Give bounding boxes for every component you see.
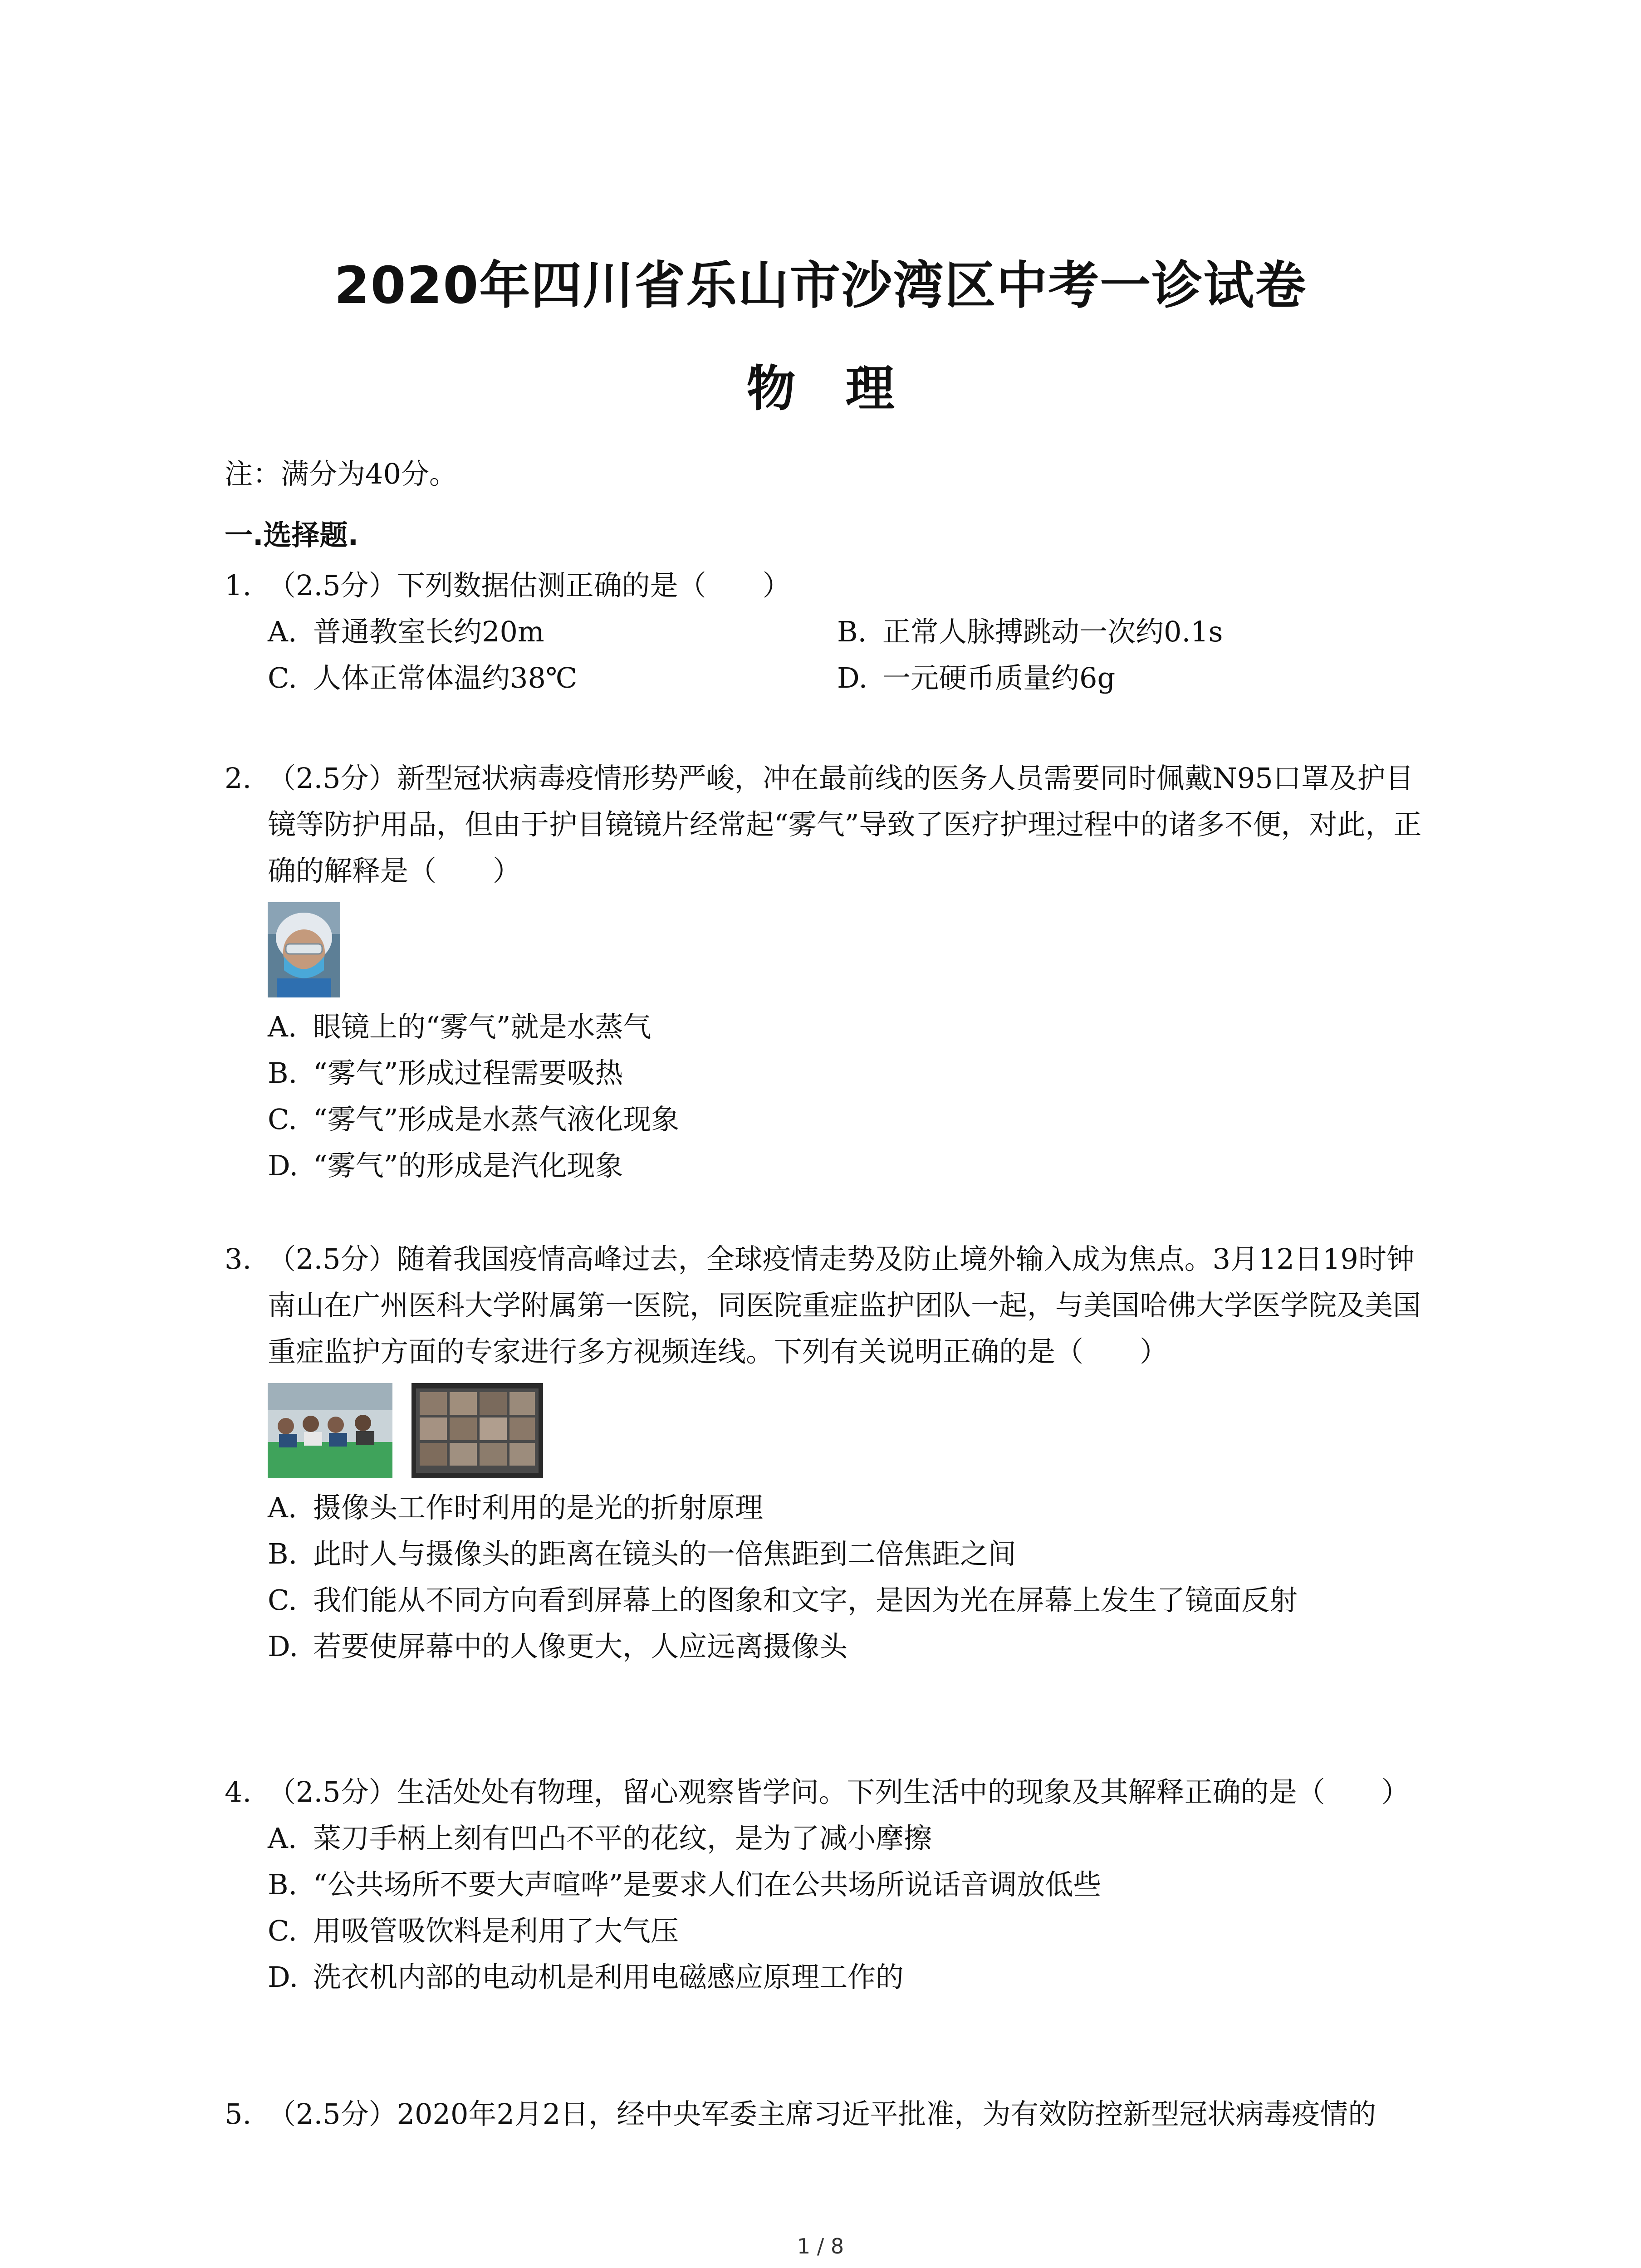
section-heading: 一.选择题. xyxy=(225,518,359,552)
page-number: 1 / 8 xyxy=(797,2234,844,2258)
question-2-figure xyxy=(268,902,1440,997)
question-number: 4. xyxy=(225,1775,252,1809)
question-number: 3. xyxy=(225,1242,252,1276)
option-a: A. 菜刀手柄上刻有凹凸不平的花纹，是为了减小摩擦 xyxy=(268,1822,932,1855)
option-c: C. “雾气”形成是水蒸气液化现象 xyxy=(268,1103,680,1136)
exam-title: 2020年四川省乐山市沙湾区中考一诊试卷 xyxy=(334,256,1307,315)
question-number: 1. xyxy=(225,569,252,602)
question-stem: （2.5分）下列数据估测正确的是（ ） xyxy=(268,569,791,602)
question-stem: （2.5分）随着我国疫情高峰过去，全球疫情走势及防止境外输入成为焦点。3月12日19时钟南山在广州医科大学附属第一医院，同医院重症监护团队一起，与美国哈佛大学医学院及美国重症监护方面的专家进行多方视频连线。下列有关说明正确的是（ ） xyxy=(268,1242,1421,1368)
option-d: D. 一元硬币质量约6g xyxy=(837,661,1116,694)
option-c: C. 人体正常体温约38℃ xyxy=(268,661,578,694)
option-d: D. 洗衣机内部的电动机是利用电磁感应原理工作的 xyxy=(268,1960,904,1994)
question-stem: （2.5分）生活处处有物理，留心观察皆学问。下列生活中的现象及其解释正确的是（ ） xyxy=(268,1775,1410,1809)
option-d: D. 若要使屏幕中的人像更大，人应远离摄像头 xyxy=(268,1630,848,1663)
options xyxy=(268,1815,1440,2000)
medical-worker-photo xyxy=(268,902,340,997)
option-b: B. “雾气”形成过程需要吸热 xyxy=(268,1056,623,1090)
options xyxy=(268,1485,1440,1670)
meeting-room-photo xyxy=(268,1383,392,1478)
question-stem: （2.5分）2020年2月2日，经中央军委主席习近平批准，为有效防控新型冠状病毒疫情的 xyxy=(268,2097,1376,2131)
option-b: B. 此时人与摄像头的距离在镜头的一倍焦距到二倍焦距之间 xyxy=(268,1537,1017,1570)
question-5 xyxy=(225,2091,1440,2137)
question-3 xyxy=(225,1236,1440,1670)
option-b: B. 正常人脉搏跳动一次约0.1s xyxy=(837,615,1223,648)
option-a: A. 普通教室长约20m xyxy=(268,615,544,648)
option-c: C. 用吸管吸饮料是利用了大气压 xyxy=(268,1914,679,1947)
question-stem: （2.5分）新型冠状病毒疫情形势严峻，冲在最前线的医务人员需要同时佩戴N95口罩及护目镜等防护用品，但由于护目镜镜片经常起“雾气”导致了医疗护理过程中的诸多不便，对此，正确的解释是（ ） xyxy=(268,762,1422,887)
question-4 xyxy=(225,1769,1440,2000)
question-1 xyxy=(225,562,1440,701)
question-number: 5. xyxy=(225,2097,252,2131)
option-d: D. “雾气”的形成是汽化现象 xyxy=(268,1149,623,1182)
option-b: B. “公共场所不要大声喧哗”是要求人们在公共场所说话音调放低些 xyxy=(268,1868,1102,1901)
option-a: A. 摄像头工作时利用的是光的折射原理 xyxy=(268,1491,764,1524)
option-a: A. 眼镜上的“雾气”就是水蒸气 xyxy=(268,1010,652,1043)
score-note: 注：满分为40分。 xyxy=(225,457,457,490)
options xyxy=(268,1004,1440,1189)
option-c: C. 我们能从不同方向看到屏幕上的图象和文字，是因为光在屏幕上发生了镜面反射 xyxy=(268,1584,1298,1617)
question-3-figure xyxy=(268,1383,1440,1478)
video-conference-photo xyxy=(411,1383,543,1478)
question-number: 2. xyxy=(225,762,252,795)
subject-title: 物理 xyxy=(746,361,945,417)
question-2 xyxy=(225,755,1440,1189)
options xyxy=(268,609,1440,701)
